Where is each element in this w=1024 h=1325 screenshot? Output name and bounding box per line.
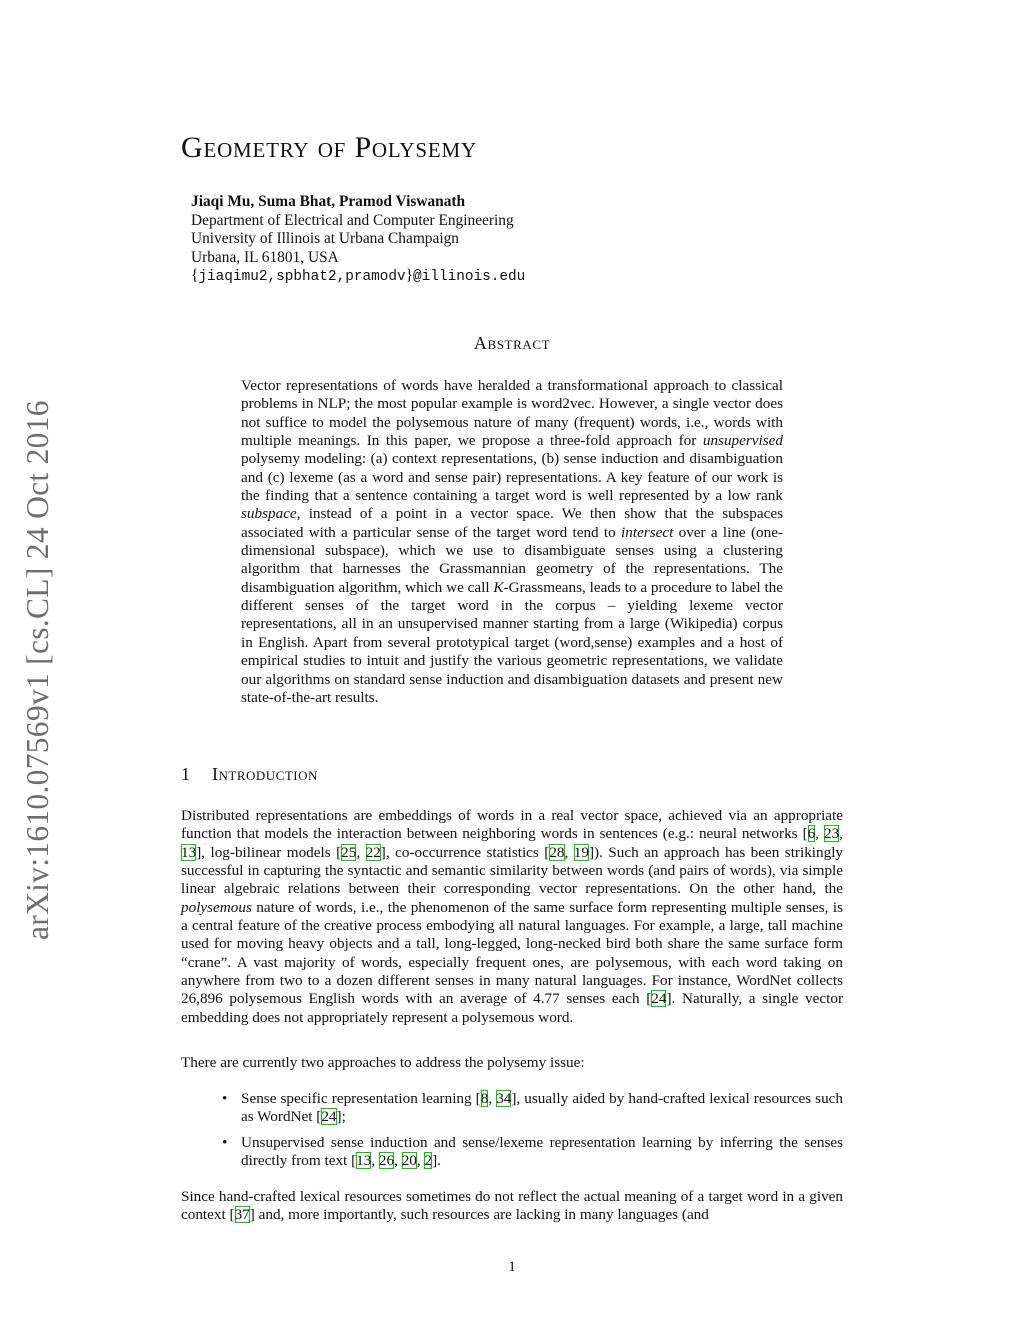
citation-link[interactable]: 37: [234, 1206, 250, 1224]
paper-title: Geometry of Polysemy: [181, 131, 477, 164]
section-number: 1: [181, 764, 191, 784]
author-emails[interactable]: [191, 267, 525, 287]
author-names: Jiaqi Mu, Suma Bhat, Pramod Viswanath: [191, 193, 466, 210]
intro-paragraph-3: Since hand-crafted lexical resources sometimes do not reflect the actual meaning of a target word in a given context [37] and, more importantly, such resources are lacking in many languages (and: [181, 1188, 843, 1224]
email-brace-open: {: [191, 267, 199, 285]
affiliation-university: University of Illinois at Urbana Champaign: [191, 230, 459, 248]
page-number: 1: [508, 1258, 516, 1275]
citation-link[interactable]: 26: [378, 1152, 395, 1170]
email-brace-close: }: [405, 267, 414, 285]
citation-link[interactable]: 34: [496, 1090, 512, 1107]
affiliation-department: Department of Electrical and Computer Engineering: [191, 211, 514, 229]
section-heading: [181, 764, 318, 785]
approach-list: [222, 1090, 843, 1177]
list-item: • Sense specific representation learning [8, 34], usually aided by hand-crafted lexical resources such as WordNet [24];: [222, 1090, 844, 1126]
citation-link[interactable]: 2: [424, 1152, 433, 1170]
abstract-text: Vector representations of words have heralded a transformational approach to classical problems in NLP; the most popular example is word2vec. However, a single vector does not suffice to model the polysemous nature of many (frequent) words, i.e., words with multiple meanings. In this paper, we propose a three-fold approach for unsupervised polysemy modeling: (a) context representations, (b) sense induction and disambiguation and (c) lexeme (as a word and sense pair) representations. A key feature of our work is the finding that a sentence containing a target word is well represented by a low rank subspace, instead of a point in a vector space. We then show that the subspaces associated with a particular sense of the target word tend to intersect over a line (one-dimensional subspace), which we use to disambiguate senses using a clustering algorithm that harnesses the Grassmannian geometry of the representations. The disambiguation algorithm, which we call K-Grassmeans, leads to a procedure to label the different senses of the target word in the corpus – yielding lexeme vector representations, all in an unsupervised manner starting from a large (Wikipedia) corpus in English. Apart from several prototypical target (word,sense) examples and a host of empirical studies to intuit and justify the various geometric representations, we validate our algorithms on standard sense induction and disambiguation datasets and present new state-of-the-art results.: [241, 377, 784, 706]
email-domain: @illinois.edu: [413, 269, 526, 286]
bullet-icon: •: [222, 1090, 228, 1107]
section-title: Introduction: [212, 764, 318, 784]
citation-link[interactable]: 8: [480, 1090, 489, 1107]
citation-link[interactable]: 6: [807, 825, 816, 843]
abstract-heading: Abstract: [473, 333, 551, 353]
citation-link[interactable]: 28: [549, 843, 565, 861]
intro-paragraph-2: There are currently two approaches to address the polysemy issue:: [181, 1054, 585, 1071]
citation-link[interactable]: 25: [341, 843, 357, 861]
arxiv-identifier: arXiv:1610.07569v1 [cs.CL] 24 Oct 2016: [20, 400, 55, 940]
author-block: [191, 193, 525, 287]
citation-link[interactable]: 20: [401, 1152, 417, 1170]
citation-link[interactable]: 24: [651, 990, 667, 1008]
bullet-icon: •: [222, 1133, 228, 1151]
citation-link[interactable]: 19: [573, 843, 589, 861]
email-users: jiaqimu2,spbhat2,pramodv: [198, 269, 406, 286]
citation-link[interactable]: 23: [824, 825, 840, 843]
list-item: • Unsupervised sense induction and sense/lexeme representation learning by inferring the senses directly from text [13, 26, 20, 2].: [222, 1133, 843, 1170]
intro-paragraph-1: Distributed representations are embeddings of words in a real vector space, achieved via an appropriate function that models the interaction between neighboring words in sentences (e.g.: neural networks [6, 23, 13], log-bilinear models [25, 22], co-occurrence statistics [28, 19]). Such an approach has been strikingly successful in capturing the syntactic and semantic similarity between words (and pairs of words), via simple linear algebraic relations between their corresponding vector representations. On the other hand, the polysemous nature of words, i.e., the phenomenon of the same surface form representing multiple senses, is a central feature of the creative process embodying all natural languages. For example, a large, tall machine used for moving heavy objects and a tall, long-legged, long-necked bird both share the same surface form “crane”. A vast majority of words, especially frequent ones, are polysemous, with each word taking on anywhere from two to a dozen different senses in many natural languages. For instance, WordNet collects 26,896 polysemous English words with an average of 4.77 senses each [24]. Naturally, a single vector embedding does not appropriately represent a polysemous word.: [181, 807, 844, 1026]
citation-link[interactable]: 13: [181, 843, 197, 861]
affiliation-address: Urbana, IL 61801, USA: [191, 248, 339, 266]
citation-link[interactable]: 22: [365, 843, 381, 861]
citation-link[interactable]: 24: [321, 1108, 337, 1126]
citation-link[interactable]: 13: [356, 1152, 372, 1170]
